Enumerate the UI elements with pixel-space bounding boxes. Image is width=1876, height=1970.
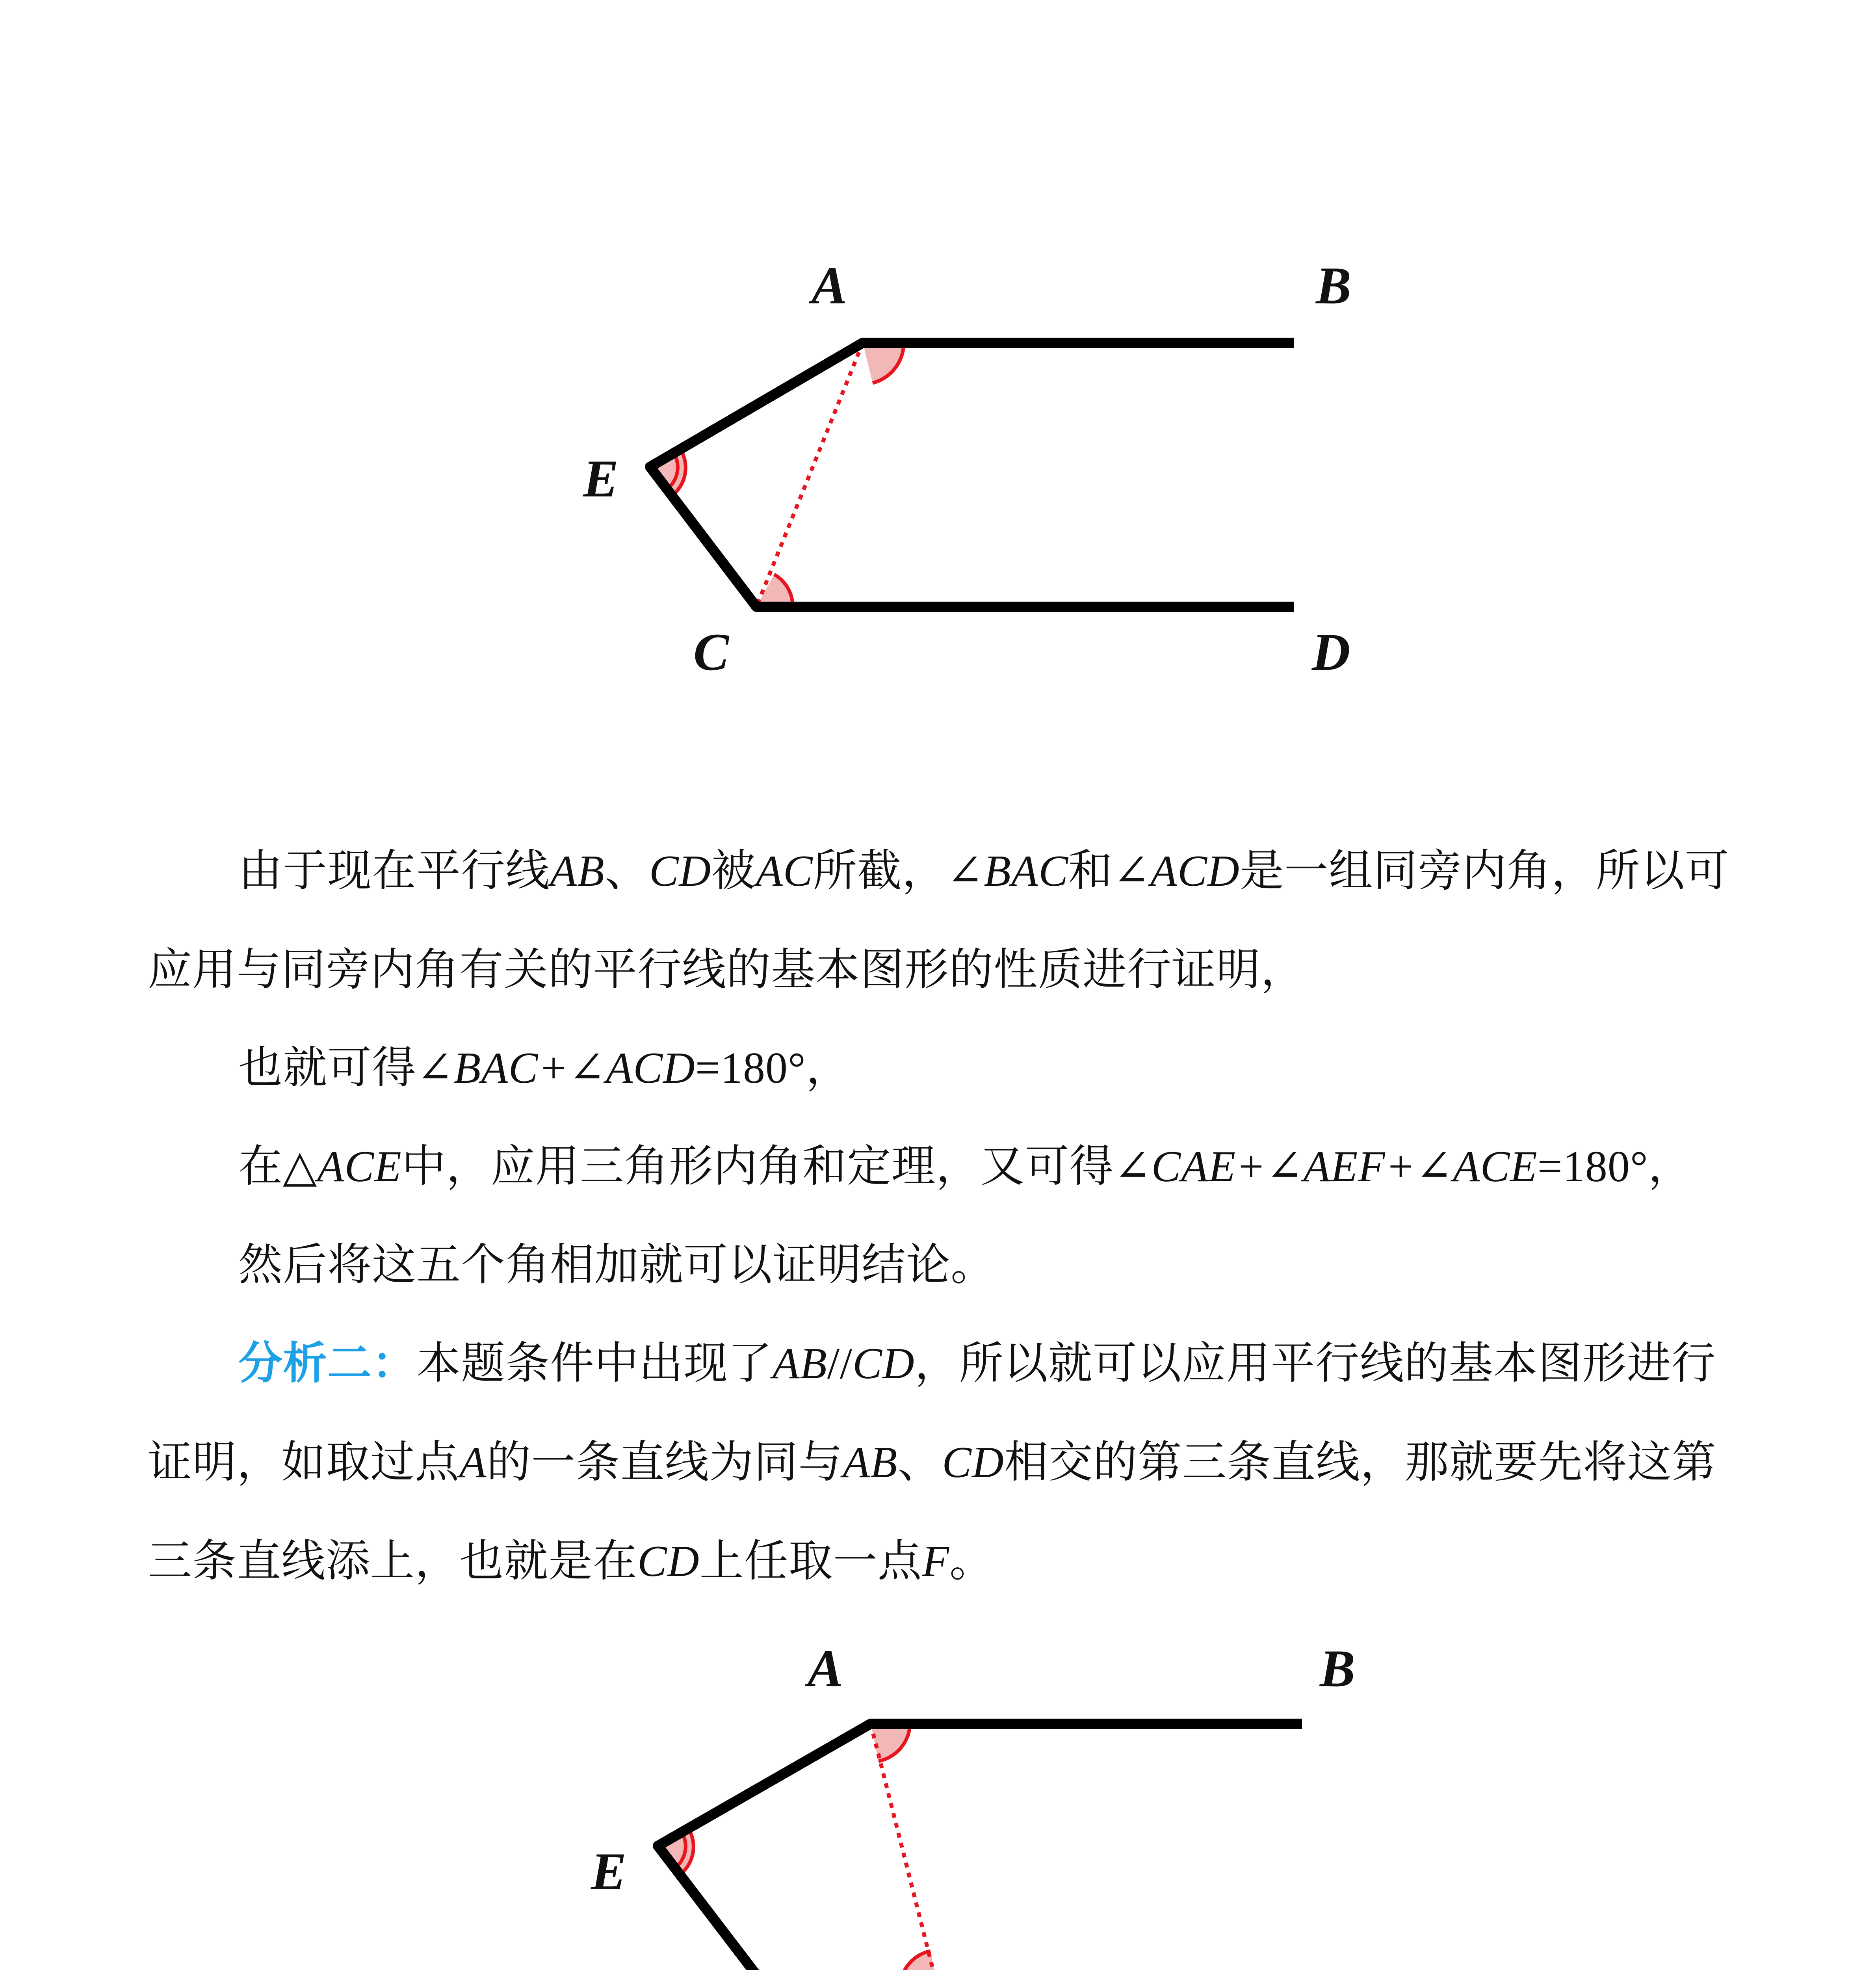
paragraph-4: 然后将这五个角相加就可以证明结论。 (238, 1239, 995, 1290)
paragraph-1: 由于现在平行线AB、CD被AC所截，∠BAC和∠ACD是一组同旁内角，所以可应用与同旁内角有关的平行线的基本图形的性质进行证明， (148, 845, 1729, 995)
figure-1 (552, 244, 1418, 697)
segment-ac-dotted (756, 343, 863, 607)
segment-ec (650, 467, 756, 607)
paragraph-2: 也就可得∠BAC+∠ACD=180°， (238, 1042, 851, 1093)
point-label-d: D (1312, 623, 1350, 682)
point-label-a: A (812, 256, 847, 315)
point-label-b: B (1316, 256, 1352, 315)
segment-ec (658, 1846, 766, 1970)
segment-ea (650, 343, 863, 467)
figure-2 (559, 1627, 1426, 1970)
segment-ea (658, 1724, 871, 1846)
point-label-e: E (583, 450, 619, 508)
point-label-a: A (808, 1639, 843, 1698)
point-label-e: E (591, 1842, 627, 1901)
point-label-c: C (693, 623, 729, 682)
paragraph-3: 在△ACE中，应用三角形内角和定理，又可得∠CAE+∠AEF+∠ACE=180°， (238, 1141, 1693, 1192)
analysis-two-keyword: 分析二： (238, 1338, 416, 1389)
paragraph-5: 分析二：本题条件中出现了AB//CD，所以就可以应用平行线的基本图形进行证明，如取过点A的一条直线为同与AB、CD相交的第三条直线，那就要先将这第三条直线添上，也就是在CD上任取一点F。 (148, 1338, 1716, 1587)
point-label-b: B (1320, 1639, 1356, 1698)
